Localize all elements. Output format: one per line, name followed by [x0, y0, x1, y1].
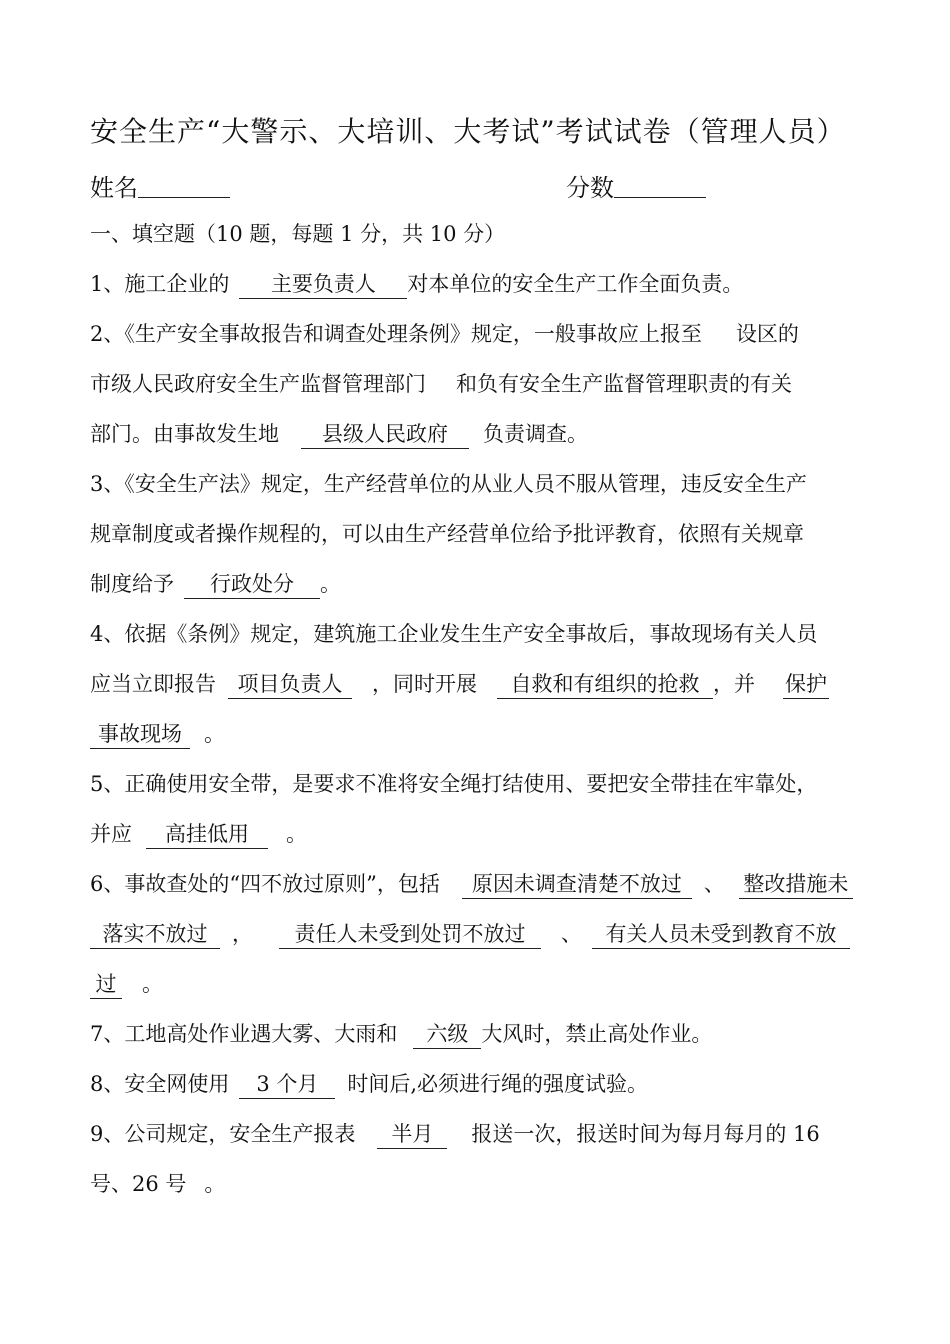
score-blank[interactable]	[614, 171, 706, 198]
question-8	[90, 1068, 860, 1100]
q6-answer-4b: 过	[90, 970, 122, 999]
q7-prefix: 7、工地高处作业遇大雾、大雨和	[90, 1022, 398, 1046]
q5-text-2-end: 。	[286, 822, 307, 846]
question-4-line-3	[90, 718, 860, 750]
question-2-line-1	[90, 318, 860, 350]
exam-title: 安全生产“大警示、大培训、大考试”考试试卷（管理人员）	[90, 115, 846, 148]
q6-sep-3: 、	[561, 922, 582, 946]
q8-answer: 3 个月	[239, 1070, 335, 1099]
q6-text-3-end: 。	[142, 972, 163, 996]
q2-answer-2: 县级人民政府	[301, 420, 469, 449]
q4-answer-3a: 保护	[783, 670, 829, 699]
question-7	[90, 1018, 860, 1050]
question-6-line-2	[90, 918, 860, 950]
q9-text-2-end: 。	[204, 1172, 226, 1196]
q6-sep-2: ，	[232, 922, 253, 946]
q6-text-1: 6、事故查处的“四不放过原则”，包括	[90, 872, 440, 896]
question-4-line-1: 4、依据《条例》规定，建筑施工企业发生生产安全事故后，事故现场有关人员	[90, 622, 818, 646]
name-label: 姓名	[90, 174, 138, 202]
score-label: 分数	[566, 174, 614, 202]
question-6-line-3	[90, 968, 860, 1000]
q2-text-3: 部门。由事故发生地	[90, 422, 279, 446]
q9-suffix: 报送一次，报送时间为每月每月的 16	[471, 1122, 820, 1146]
name-blank[interactable]	[138, 171, 230, 198]
question-9-line-1	[90, 1118, 860, 1150]
q6-answer-2a: 整改措施未	[739, 870, 853, 899]
q9-answer-2: 号、26 号	[90, 1172, 187, 1196]
q5-answer: 高挂低用	[146, 820, 268, 849]
question-4-line-2	[90, 668, 860, 700]
q4-answer-1: 项目负责人	[228, 670, 352, 699]
q5-text-2: 并应	[90, 822, 132, 846]
q3-text-3: 制度给予	[90, 572, 174, 596]
question-2-line-2	[90, 368, 860, 400]
q6-sep-1: 、	[703, 872, 725, 896]
question-1	[90, 268, 860, 300]
q2-answer-1: 市级人民政府安全生产监督管理部门	[90, 372, 426, 396]
q8-suffix: 时间后,必须进行绳的强度试验。	[347, 1072, 649, 1096]
q9-prefix: 9、公司规定，安全生产报表	[90, 1122, 356, 1146]
q4-answer-3b: 事故现场	[90, 720, 190, 749]
q6-answer-3: 责任人未受到处罚不放过	[279, 920, 541, 949]
q4-text-2-mid: ，同时开展	[372, 672, 477, 696]
q1-suffix: 对本单位的安全生产工作全面负责。	[407, 272, 744, 296]
q4-text-2: 应当立即报告	[90, 672, 216, 696]
q1-prefix: 1、施工企业的	[90, 272, 230, 296]
question-5-line-1: 5、正确使用安全带，是要求不准将安全绳打结使用、要把安全带挂在牢靠处，	[90, 772, 818, 796]
q7-suffix: 大风时，禁止高处作业。	[481, 1022, 713, 1046]
q3-answer: 行政处分	[184, 570, 320, 599]
question-3-line-1: 3、《安全生产法》规定，生产经营单位的从业人员不服从管理，违反安全生产	[90, 472, 807, 496]
q2-text-3-end: 负责调查。	[483, 422, 588, 446]
q1-answer: 主要负责人	[239, 270, 407, 299]
q4-answer-2: 自救和有组织的抢救	[497, 670, 713, 699]
q3-text-3-end: 。	[320, 572, 341, 596]
question-2-line-3	[90, 418, 860, 450]
question-3-line-2: 规章制度或者操作规程的，可以由生产经营单位给予批评教育，依照有关规章	[90, 522, 804, 546]
q2-text-1-end: 设区的	[735, 322, 799, 346]
q2-text-1: 2、《生产安全事故报告和调查处理条例》规定，一般事故应上报至	[90, 322, 702, 346]
q4-text-2-mid2: ，并	[713, 672, 755, 696]
question-9-line-2	[90, 1168, 860, 1200]
q9-answer-1: 半月	[377, 1120, 447, 1149]
q6-answer-4a: 有关人员未受到教育不放	[592, 920, 850, 949]
score-field	[566, 168, 706, 203]
q8-prefix: 8、安全网使用	[90, 1072, 230, 1096]
q6-answer-2b: 落实不放过	[90, 920, 220, 949]
q2-text-2: 和负有安全生产监督管理职责的有关	[456, 372, 792, 396]
q6-answer-1: 原因未调查清楚不放过	[462, 870, 692, 899]
question-5-line-2	[90, 818, 860, 850]
question-3-line-3	[90, 568, 860, 600]
section-heading: 一、填空题（10 题，每题 1 分，共 10 分）	[90, 222, 506, 246]
question-6-line-1	[90, 868, 860, 900]
q7-answer: 六级	[413, 1020, 481, 1049]
name-field	[90, 168, 230, 203]
q4-text-3-end: 。	[204, 722, 225, 746]
